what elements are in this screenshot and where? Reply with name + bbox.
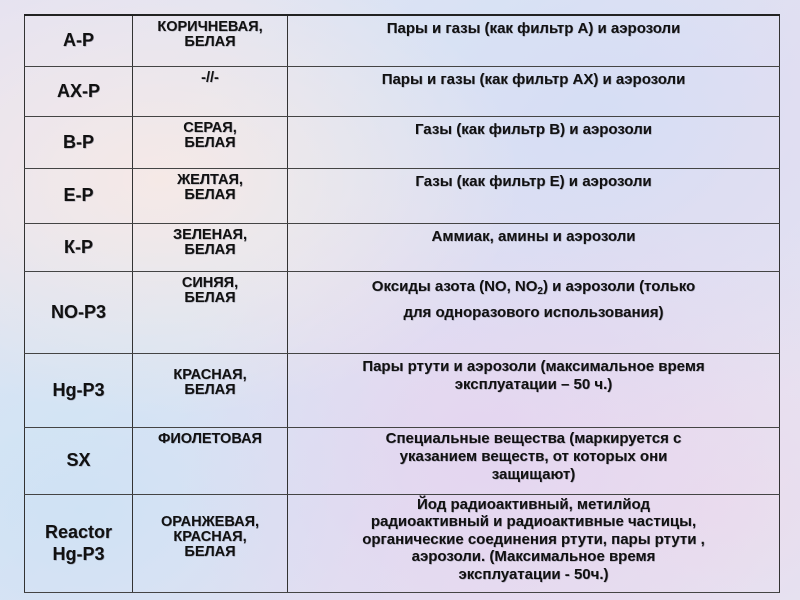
filter-code-cell <box>25 223 133 271</box>
protection-description-cell <box>288 116 780 168</box>
marking-color-cell <box>133 168 288 223</box>
table-row <box>25 116 780 168</box>
protection-description: аэрозоли. (Максимальное время <box>411 548 656 565</box>
desc-text: Оксиды азота (NO, NO <box>371 277 538 295</box>
marking-color: ЖЕЛТАЯ, <box>177 171 243 188</box>
marking-color: СЕРАЯ, <box>183 119 237 136</box>
protection-description: Специальные вещества (маркируется с <box>385 429 682 447</box>
filter-code: Е-Р <box>63 185 94 205</box>
protection-description: радиоактивный и радиоактивные частицы, <box>370 513 697 530</box>
protection-description-cell <box>288 15 780 66</box>
protection-description: Пары и газы (как фильтр АХ) и аэрозоли <box>381 70 686 88</box>
marking-color: БЕЛАЯ <box>184 134 236 151</box>
protection-description: указанием веществ, от которых они <box>399 447 668 465</box>
marking-color: ОРАНЖЕВАЯ, <box>160 513 260 530</box>
protection-description: Йод радиоактивный, метилйод <box>417 495 650 513</box>
table-row <box>25 15 780 66</box>
table-row <box>25 494 780 592</box>
protection-description: Газы (как фильтр В) и аэрозоли <box>415 120 652 138</box>
protection-description-cell <box>288 353 780 427</box>
protection-description-cell <box>288 271 780 353</box>
protection-description: Аммиак, амины и аэрозоли <box>431 227 636 245</box>
protection-description <box>292 274 775 300</box>
filter-code: Hg-P3 <box>52 544 105 564</box>
filter-code: А-Р <box>63 30 94 51</box>
filter-table <box>24 14 780 593</box>
filter-code-cell <box>25 427 133 494</box>
marking-color: БЕЛАЯ <box>184 381 236 398</box>
protection-description: для одноразового использования) <box>403 303 664 321</box>
marking-color: СИНЯЯ, <box>181 274 239 291</box>
marking-color-cell <box>133 15 288 66</box>
filter-code-cell <box>25 66 133 116</box>
protection-description: органические соединения ртути, пары ртути , <box>362 530 705 548</box>
filter-code: NO-P3 <box>50 301 106 322</box>
table-row <box>25 271 780 353</box>
filter-code-cell <box>25 15 133 66</box>
protection-description: эксплуатации – 50 ч.) <box>454 375 613 393</box>
subscript: 2 <box>537 285 543 297</box>
table-row <box>25 353 780 427</box>
filter-code: SX <box>66 450 91 470</box>
marking-color: -//- <box>201 69 219 86</box>
protection-description-cell <box>288 427 780 494</box>
protection-description: Пары и газы (как фильтр А) и аэрозоли <box>386 20 681 37</box>
desc-text: ) и аэрозоли (только <box>542 277 696 295</box>
marking-color-cell <box>133 271 288 353</box>
marking-color: БЕЛАЯ <box>184 241 236 258</box>
marking-color: КРАСНАЯ, <box>173 366 247 383</box>
protection-description-cell <box>288 168 780 223</box>
filter-code-cell <box>25 168 133 223</box>
marking-color: БЕЛАЯ <box>184 186 236 203</box>
protection-description: защищают) <box>491 465 576 483</box>
table-row <box>25 168 780 223</box>
filter-code: АХ-Р <box>56 80 100 101</box>
protection-description-cell <box>288 223 780 271</box>
marking-color-cell <box>133 427 288 494</box>
marking-color-cell <box>133 116 288 168</box>
marking-color: КРАСНАЯ, <box>173 528 247 545</box>
marking-color: БЕЛАЯ <box>184 289 236 306</box>
marking-color-cell <box>133 494 288 592</box>
marking-color: БЕЛАЯ <box>184 34 236 50</box>
filter-code-cell <box>25 494 133 592</box>
marking-color-cell <box>133 353 288 427</box>
protection-description-cell <box>288 66 780 116</box>
marking-color-cell <box>133 223 288 271</box>
filter-code-cell <box>25 353 133 427</box>
marking-color: КОРИЧНЕВАЯ, <box>157 19 263 35</box>
filter-code: Hg-P3 <box>52 379 105 400</box>
marking-color: БЕЛАЯ <box>184 543 236 560</box>
filter-code-cell <box>25 271 133 353</box>
marking-color-cell <box>133 66 288 116</box>
protection-description: эксплуатации - 50ч.) <box>458 565 609 583</box>
table-row <box>25 223 780 271</box>
filter-code: В-Р <box>63 131 94 152</box>
table-row <box>25 66 780 116</box>
table-row <box>25 427 780 494</box>
filter-code-cell <box>25 116 133 168</box>
filter-code: Reactor <box>44 522 113 542</box>
marking-color: ФИОЛЕТОВАЯ <box>158 430 262 447</box>
protection-description-cell <box>288 494 780 592</box>
protection-description: Газы (как фильтр Е) и аэрозоли <box>415 172 652 190</box>
marking-color: ЗЕЛЕНАЯ, <box>173 226 247 243</box>
filter-code: К-Р <box>64 236 93 257</box>
protection-description: Пары ртути и аэрозоли (максимальное время <box>362 357 705 375</box>
